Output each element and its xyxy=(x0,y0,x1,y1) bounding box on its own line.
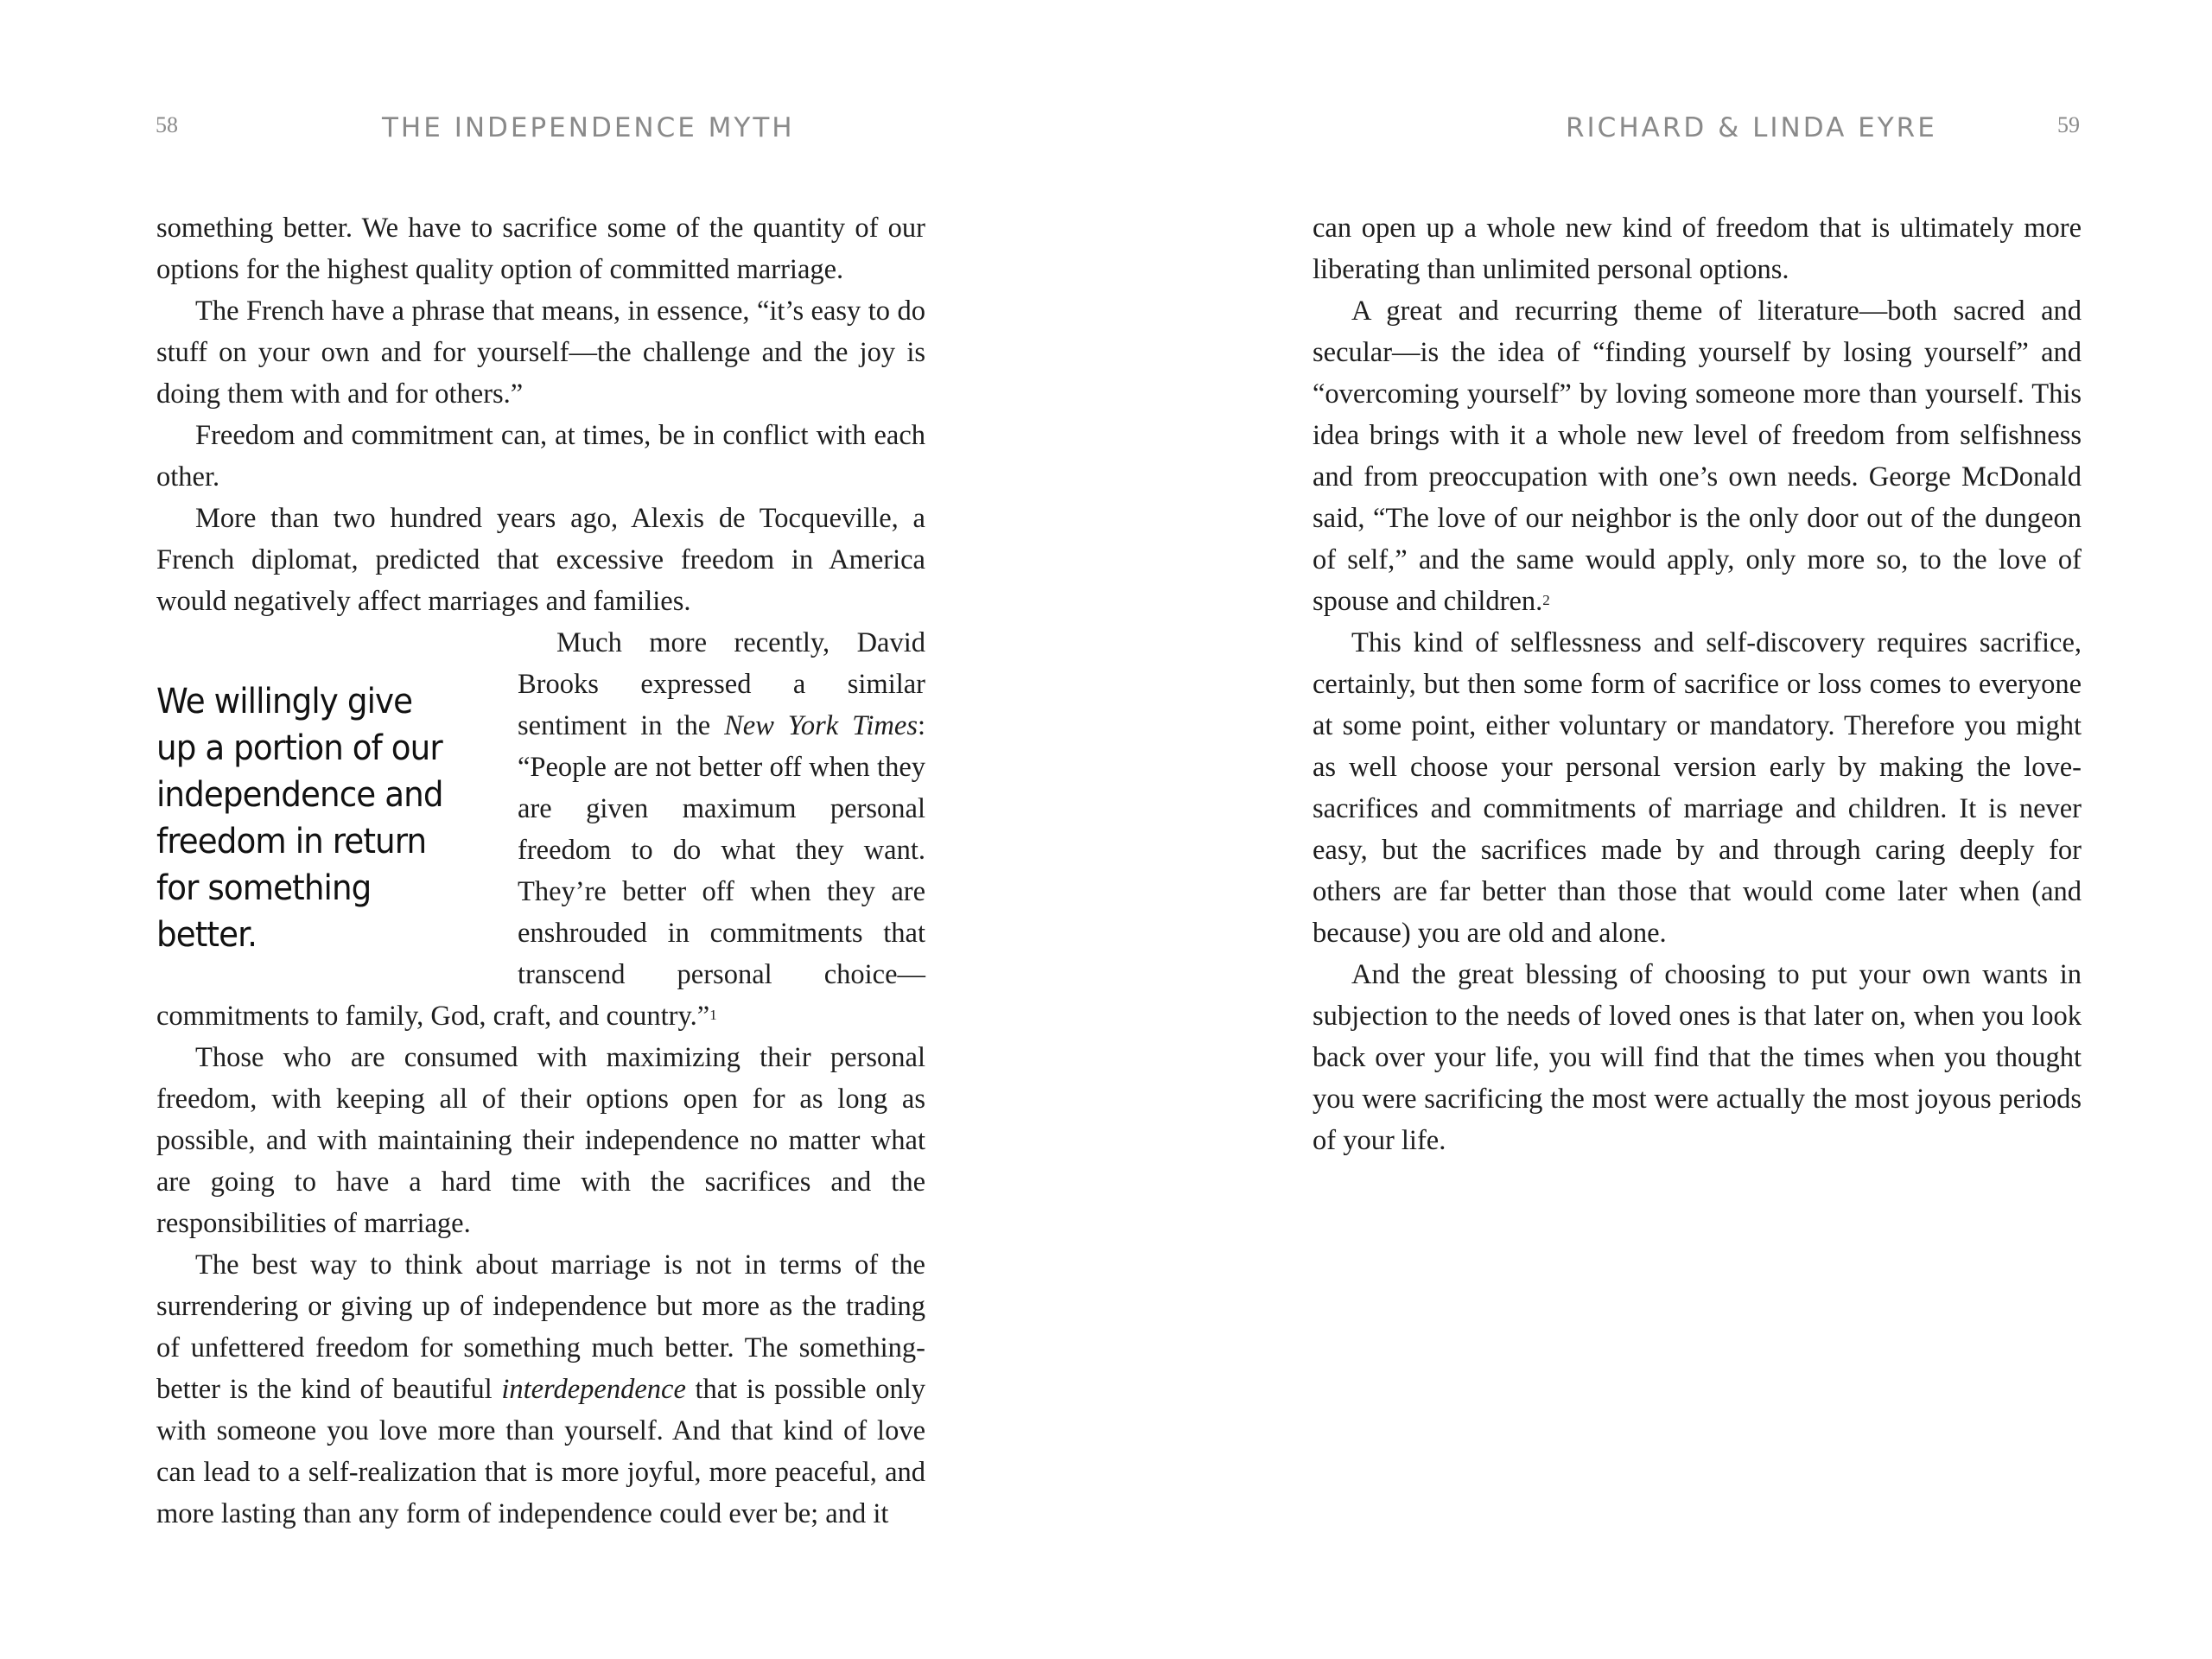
body-text xyxy=(1313,207,2082,1161)
paragraph-text: that is possible only with someone you love more than yourself. And that kind of love can lead to a self-realization that is more joyful, more peaceful, and more lasting than any form of independence could ever be; and it xyxy=(156,1374,925,1529)
paragraph: Freedom and commitment can, at times, be in conflict with each other. xyxy=(156,420,925,493)
paragraph xyxy=(1313,290,2082,622)
paragraph: The French have a phrase that means, in essence, “it’s easy to do stuff on your own and for yourself—the challenge and the joy is doing them with and for others.” xyxy=(156,296,925,410)
paragraph-text: A great and recurring theme of literature—both sacred and secular—is the idea of “finding yourself by losing yourself” and “overcoming yourself” by loving someone more than yourself. This idea brings with it a whole new level of freedom from selfishness and from preoccupation with one’s own needs. George McDonald said, “The love of our neighbor is the only door out of the dungeon of self,” and the same would apply, only more so, to the love of spouse and children. xyxy=(1313,296,2082,617)
paragraph: More than two hundred years ago, Alexis de Tocqueville, a French diplomat, predicted that excessive freedom in America would negatively affect marriages and families. xyxy=(156,503,925,617)
paragraph-text: Much more recently, David Brooks expressed a similar sentiment in the xyxy=(518,627,925,741)
paragraph-text: The best way to think about marriage is not in terms of the surrendering or giving up of independence but more as the trading of unfettered freedom for something much better. The something-better is the kind of beautiful xyxy=(156,1249,925,1405)
page-number: 59 xyxy=(2057,112,2080,137)
paragraph xyxy=(156,1244,925,1535)
paragraph: This kind of selflessness and self-discovery requires sacrifice, certainly, but then some form of sacrifice or loss comes to everyone at some point, either voluntary or mandatory. Therefore you might as well choose your personal version early by making the love-sacrifices and commitments of marriage and children. It is never easy, but the sacrifices made by and through caring deeply for others are far better than those that would come later when (and because) you are old and alone. xyxy=(1313,627,2082,949)
running-head: RICHARD & LINDA EYRE xyxy=(1566,112,1937,143)
pull-quote: We willingly give up a portion of our independence and freedom in return for something better. xyxy=(156,680,443,955)
emphasis: interdependence xyxy=(501,1374,686,1405)
right-page xyxy=(1106,0,2212,1659)
paragraph: Those who are consumed with maximizing their personal freedom, with keeping all of their options open for as long as possible, and with maintaining their independence no matter what are going to have a hard time with the sacrifices and the responsibilities of marriage. xyxy=(156,1042,925,1239)
body-text xyxy=(156,207,925,1535)
running-head: THE INDEPENDENCE MYTH xyxy=(382,112,795,143)
publication-title: New York Times xyxy=(724,710,918,741)
page-number: 58 xyxy=(156,112,178,137)
paragraph-text: : “People are not better off when they are given maximum personal freedom to do what they want. They’re better off when they are enshrouded in commitments that transcend personal choice—commitments to family, God, craft, and country.” xyxy=(156,710,925,1032)
paragraph: can open up a whole new kind of freedom that is ultimately more liberating than unlimited personal options. xyxy=(1313,213,2082,285)
footnote-marker: 2 xyxy=(1542,592,1550,608)
paragraph: something better. We have to sacrifice some of the quantity of our options for the highest quality option of committed marriage. xyxy=(156,213,925,285)
paragraph: And the great blessing of choosing to put your own wants in subjection to the needs of loved ones is that later on, when you look back over your life, you will find that the times when you thought you were sacrificing the most were actually the most joyous periods of your life. xyxy=(1313,959,2082,1156)
footnote-marker: 1 xyxy=(709,1007,717,1023)
